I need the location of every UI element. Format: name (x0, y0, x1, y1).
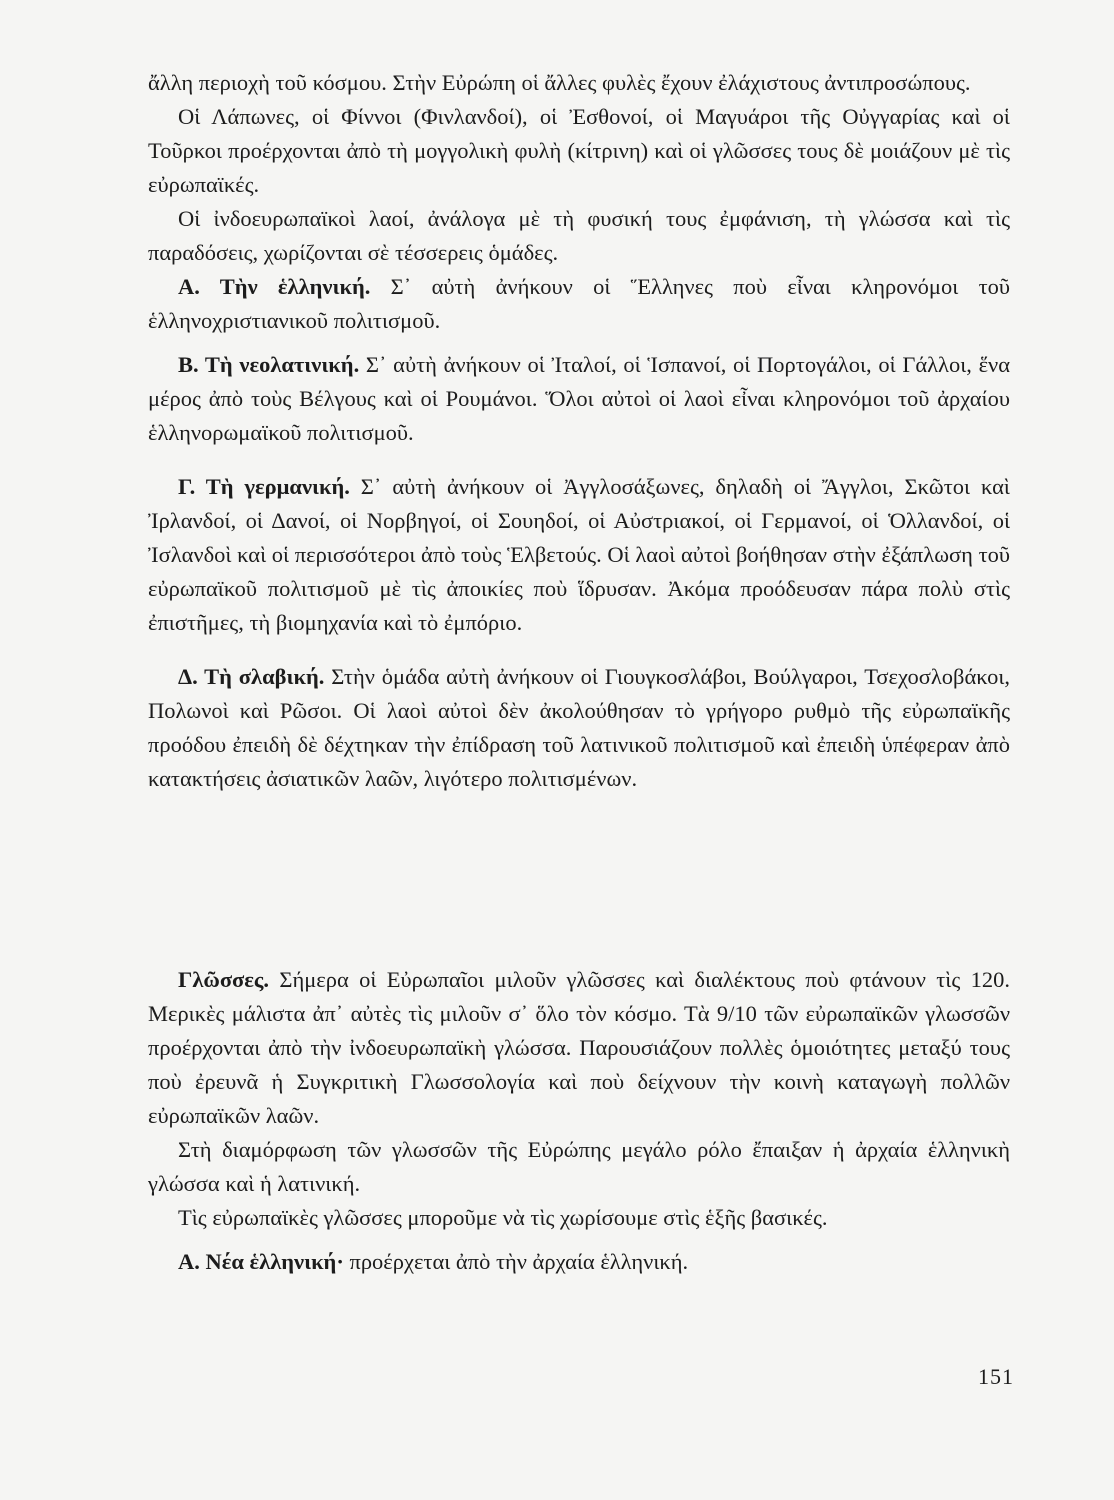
group-slavic-text: Στὴν ὁμάδα αὐτὴ ἀνήκουν οἱ Γιουγκοσλάβοι, Βούλγαροι, Τσεχοσλοβάκοι, Πολωνοὶ καὶ Ρῶσοι. Οἱ λαοὶ αὐτοὶ δὲν ἀκολούθησαν τὸ γρήγορο ρυθμὸ τῆς εὐρωπαϊκῆς προόδου ἐπειδὴ δὲ δέχτηκαν τὴν ἐπίδραση τοῦ λατινικοῦ πολιτισμοῦ καὶ ἐπειδὴ ὑπέφεραν ἀπὸ κατακτήσεις ἀσιατικῶν λαῶν, λιγότερο πολιτισμένων. (148, 664, 1011, 791)
spacer (148, 450, 1010, 470)
group-hellenic-text: Σ᾽ αὐτὴ ἀνήκουν οἱ Ἕλληνες ποὺ εἶναι κληρονόμοι τοῦ ἑλληνοχριστιανικοῦ πολιτισμοῦ. (148, 274, 1010, 333)
spacer (148, 338, 1010, 348)
language-item-a-text: προέρχεται ἀπὸ τὴν ἀρχαία ἑλληνική. (343, 1249, 689, 1274)
language-item-a-heading: Α. Νέα ἑλληνική· (178, 1249, 344, 1274)
language-item-a (148, 1245, 1010, 1279)
spacer (148, 1235, 1010, 1245)
group-germanic (148, 470, 1010, 640)
group-germanic-heading: Γ. Τὴ γερμανική. (178, 474, 350, 499)
group-slavic-heading: Δ. Τὴ σλαβική. (178, 664, 325, 689)
paragraph-indoeuropean-groups: Οἱ ἰνδοευρωπαϊκοὶ λαοί, ἀνάλογα μὲ τὴ φυσική τους ἐμφάνιση, τὴ γλώσσα καὶ τὶς παραδόσεις, χωρίζονται σὲ τέσσερεις ὁμάδες. (148, 206, 1010, 265)
group-slavic (148, 660, 1010, 796)
group-germanic-text: Σ᾽ αὐτὴ ἀνήκουν οἱ Ἀγγλοσάξωνες, δηλαδὴ οἱ Ἄγγλοι, Σκῶτοι καὶ Ἰρλανδοί, οἱ Δανοί, οἱ Νορβηγοί, οἱ Σουηδοί, οἱ Αὐστριακοί, οἱ Γερμανοί, οἱ Ὁλλανδοί, οἱ Ἰσλανδοὶ καὶ οἱ περισσότεροι ἀπὸ τοὺς Ἑλβετούς. Οἱ λαοὶ αὐτοὶ βοήθησαν στὴν ἐξάπλωση τοῦ εὐρωπαϊκοῦ πολιτισμοῦ μὲ τὶς ἀποικίες ποὺ ἵδρυσαν. Ἀκόμα προόδευσαν πάρα πολὺ στὶς ἐπιστῆμες, τὴ βιομηχανία καὶ τὸ ἐμπόριο. (148, 474, 1010, 635)
paragraph-mongol-peoples: Οἱ Λάπωνες, οἱ Φίννοι (Φινλανδοί), οἱ Ἐσθονοί, οἱ Μαγυάροι τῆς Οὐγγαρίας καὶ οἱ Τοῦρκοι προέρχονται ἀπὸ τὴ μογγολικὴ φυλὴ (κίτρινη) καὶ οἱ γλῶσσες τους δὲ μοιάζουν μὲ τὶς εὐρωπαϊκές. (148, 104, 1010, 197)
group-neolatin-heading: Β. Τὴ νεολατινική. (178, 352, 360, 377)
spacer (148, 640, 1010, 660)
paragraph-languages (148, 963, 1010, 1133)
languages-text: Σήμερα οἱ Εὐρωπαῖοι μιλοῦν γλῶσσες καὶ διαλέκτους ποὺ φτάνουν τὶς 120. Μερικὲς μάλιστα ἀπ᾽ αὐτὲς τὶς μιλοῦν σ᾽ ὅλο τὸν κόσμο. Τὰ 9/10 τῶν εὐρωπαϊκῶν γλωσσῶν προέρχονται ἀπὸ τὴν ἰνδοευρωπαϊκὴ γλώσσα. Παρουσιάζουν πολλὲς ὁμοιότητες μεταξύ τους ποὺ ἐρευνᾶ ἡ Συγκριτικὴ Γλωσσολογία καὶ ποὺ δείχνουν τὴν κοινὴ καταγωγὴ πολλῶν εὐρωπαϊκῶν λαῶν. (148, 967, 1010, 1128)
group-neolatin-text: Σ᾽ αὐτὴ ἀνήκουν οἱ Ἰταλοί, οἱ Ἱσπανοί, οἱ Πορτογάλοι, οἱ Γάλλοι, ἕνα μέρος ἀπὸ τοὺς Βέλγους καὶ οἱ Ρουμάνοι. Ὅλοι αὐτοὶ οἱ λαοὶ εἶναι κληρονόμοι τοῦ ἀρχαίου ἑλληνορωμαϊκοῦ πολιτισμοῦ. (148, 352, 1010, 445)
upper-text-block (148, 66, 1010, 796)
paragraph-languages-influence: Στὴ διαμόρφωση τῶν γλωσσῶν τῆς Εὐρώπης μεγάλο ρόλο ἔπαιξαν ἡ ἀρχαία ἑλληνικὴ γλώσσα καὶ ἡ λατινική. (148, 1137, 1010, 1196)
group-hellenic-heading: Α. Τὴν ἑλληνική. (178, 274, 371, 299)
group-hellenic (148, 270, 1010, 338)
paragraph-languages-division: Τὶς εὐρωπαϊκὲς γλῶσσες μποροῦμε νὰ τὶς χωρίσουμε στὶς ἑξῆς βασικές. (178, 1205, 828, 1230)
paragraph-intro-continuation: ἄλλη περιοχὴ τοῦ κόσμου. Στὴν Εὐρώπη οἱ ἄλλες φυλὲς ἔχουν ἐλάχιστους ἀντιπροσώπους. (148, 70, 971, 95)
group-neolatin (148, 348, 1010, 450)
languages-heading: Γλῶσσες. (178, 967, 270, 992)
languages-text-block (148, 963, 1010, 1279)
page-number: 151 (978, 1364, 1014, 1389)
